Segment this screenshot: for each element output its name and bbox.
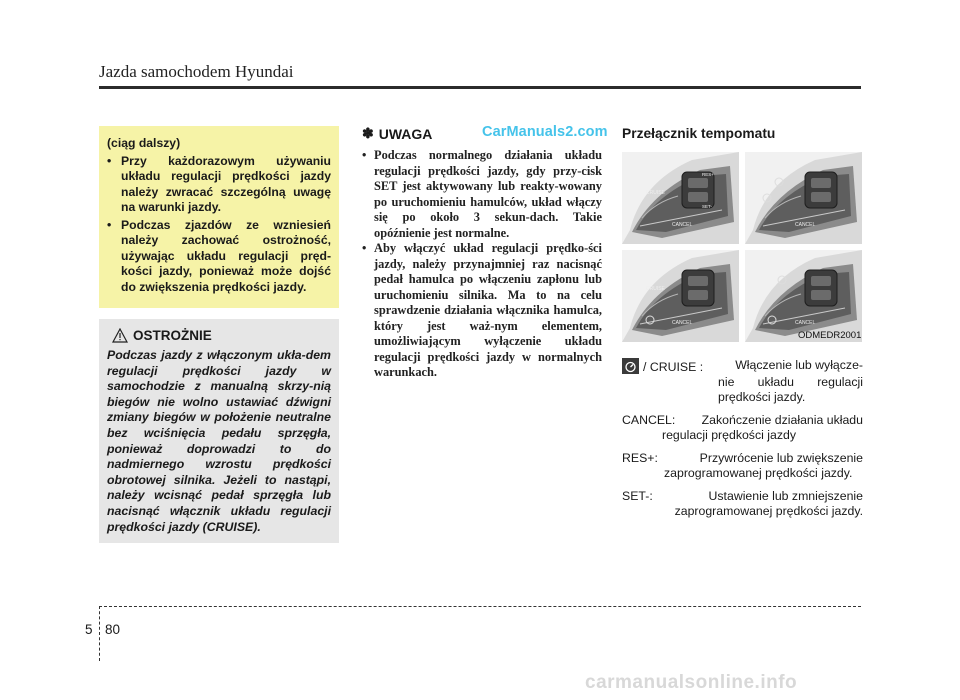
cruise-button-icon [622, 358, 639, 374]
set-label: SET- [702, 204, 713, 209]
warning-text: Podczas jazdy z włączonym ukła-dem regulacji prędkości jazdy w samochodzie z manualną skrzy-nią biegów nie wolno ustawiać dźwigni zmiany biegów w położenie neutralne bez wciśnięcia pedału sprzęgła, ponieważ doprowadzi to do nadmiernego wzrostu prędkości obrotowej silnika. Jeżeli to nastąpi, należy wcisnąć pedał sprzęgła lub nacisnąć włącznik układu regulacji prędkości jazdy (CRUISE). [107, 348, 331, 534]
note-item: • Aby włączyć układ regulacji prędko-ści jazdy, należy przynajmniej raz nacisnąć pedał hamulca po włączeniu zapłonu lub uruchomieniu silnika. Ma to na celu sprawdzenie działania włącznika hamulca, który jest waż-nym elementem, umożliwiającym wyłączenie układu regulacji prędkości jazdy w normalnych warunkach. [362, 241, 602, 381]
header-rule [99, 86, 861, 89]
footer-rule [99, 606, 861, 607]
warning-triangle-icon [112, 328, 128, 343]
legend-row-cruise [622, 358, 863, 405]
legend-desc-cont: nie układu regulacji prędkości jazdy. [718, 375, 863, 404]
caution-item: • Podczas zjazdów ze wzniesień należy zachować ostrożność, używając układu regulacji pręd-kości jazdy, ponieważ może dojść do zwiększenia prędkości jazdy. [107, 218, 331, 296]
cancel-label: CANCEL [795, 222, 816, 228]
note-heading [362, 125, 432, 142]
note-body [362, 148, 602, 381]
note-item: • Podczas normalnego działania układu regulacji prędkości jazdy, gdy przy-cisk SET jest aktywowany lub reakty-wowany po uruchomieniu hamulców, układ włączy się po około 3 sekun-dach. Takie opóźnienie jest normalne. [362, 148, 602, 241]
cruise-switch-figure [622, 152, 862, 342]
switch-panel-bottom-left [622, 250, 739, 342]
note-list [362, 148, 602, 381]
cancel-label: CANCEL [672, 320, 693, 326]
figure-code: ODMEDR2001 [798, 330, 862, 341]
legend-row-cancel [622, 413, 863, 443]
legend-desc: Przywrócenie lub zwiększenie [699, 451, 863, 465]
res-label: RES+ [702, 172, 714, 177]
note-symbol-icon: ✽ [362, 125, 374, 141]
header-title: Jazda samochodem Hyundai [99, 62, 294, 81]
site-watermark: carmanualsonline.info [585, 672, 798, 693]
switch-panel-top-right [745, 152, 862, 244]
cancel-label: CANCEL [672, 222, 693, 228]
legend-desc-cont: zaprogramowanej prędkości jazdy. [674, 504, 863, 518]
caution-box [99, 126, 339, 308]
legend-row-set [622, 489, 863, 519]
note-title: UWAGA [378, 125, 433, 142]
legend-key: / CRUISE : [643, 360, 704, 374]
caution-list [107, 154, 331, 296]
continued-label: (ciąg dalszy) [107, 136, 181, 150]
cancel-label: CANCEL [795, 320, 816, 326]
section-number: 5 [85, 622, 93, 637]
warning-box [99, 319, 339, 543]
cruise-label: CRUISE [646, 190, 665, 196]
warning-heading [112, 328, 331, 343]
switch-panel-bottom-right [745, 250, 862, 342]
legend-row-res [622, 451, 863, 481]
switch-section-title: Przełącznik tempomatu [622, 126, 776, 141]
cruise-label: CRUISE [646, 286, 665, 292]
legend-desc: Zakończenie działania układu [701, 413, 863, 427]
switch-legend [622, 358, 863, 527]
caution-item: • Przy każdorazowym używaniu układu regulacji prędkości jazdy należy zwracać szczególną uwagę na warunki jazdy. [107, 154, 331, 216]
legend-key: RES+: [622, 451, 658, 465]
warning-title: OSTROŻNIE [133, 328, 212, 343]
footer-divider [99, 606, 100, 661]
legend-desc-cont: zaprogramowanej prędkości jazdy. [664, 466, 853, 480]
legend-desc-cont: regulacji prędkości jazdy [662, 428, 796, 442]
legend-desc: Włączenie lub wyłącze- [735, 358, 863, 372]
page-number: 80 [105, 622, 121, 637]
switch-panel-top-left [622, 152, 739, 244]
legend-key: CANCEL: [622, 413, 676, 427]
legend-key: SET-: [622, 489, 653, 503]
legend-desc: Ustawienie lub zmniejszenie [708, 489, 863, 503]
watermark-link[interactable]: CarManuals2.com [482, 124, 608, 140]
